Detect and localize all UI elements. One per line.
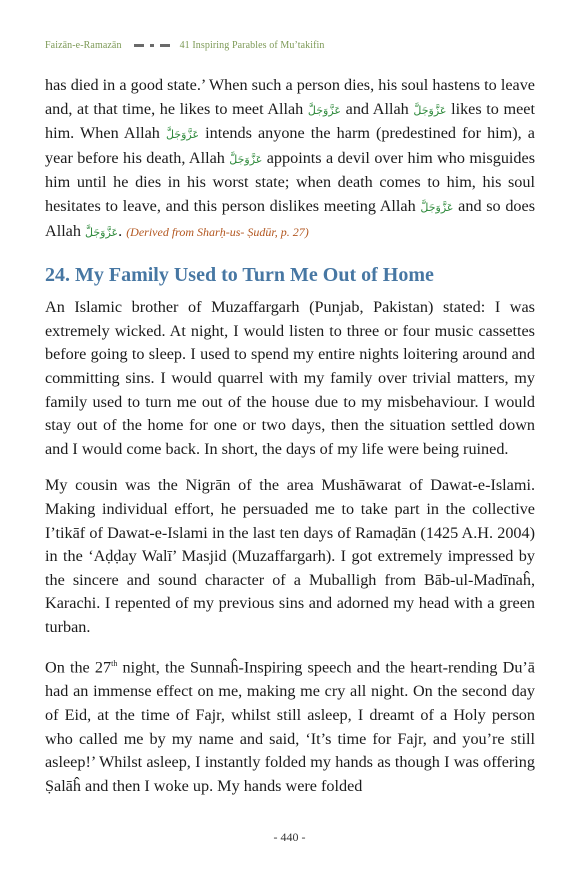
paragraph: My cousin was the Nigrān of the area Mushāwarat of Dawat-e-Islami. Making individual effort, he persuaded me to take part in the collective I’tikāf of Dawat-e-Islami in the last ten days of Ramaḍān (1425 A.H. 2004) in the ‘Aḍḍay Walī’ Masjid (Muzaffargarh). I got extremely impressed by the sincere and sound character of a Muballigh from Bāb-ul-Madīnaĥ, Karachi. I repented of my previous sins and adorned my head with a green turban. xyxy=(45,476,535,636)
separator-dot xyxy=(150,44,154,47)
header-separator xyxy=(134,44,170,47)
paragraph: An Islamic brother of Muzaffargarh (Punjab, Pakistan) stated: I was extremely wicked. At night, I would listen to three or four music cassettes before going to sleep. I used to spend my entire nights loitering around and committing sins. I would quarrel with my family over trivial matters, my family used to turn me out of the house due to my misbehaviour. I would stay out of the home for one or two days, then the situation settled down and I would come back. In short, the days of my life were being ruined. xyxy=(45,298,535,458)
honorific-text: عَزَّوَجَلَّ xyxy=(420,200,454,214)
separator-dash xyxy=(134,44,144,47)
honorific-text: عَزَّوَجَلَّ xyxy=(307,103,341,117)
ordinal-suffix: th xyxy=(111,659,118,669)
running-header xyxy=(45,40,325,51)
separator-dash xyxy=(160,44,170,47)
book-title: Faizān-e-Ramazān xyxy=(45,40,122,51)
text-run: On the 27 xyxy=(45,658,112,677)
text-run: . xyxy=(118,221,127,240)
citation: (Derived from Sharḥ-us- Ṣudūr, p. 27) xyxy=(126,224,309,239)
page-body xyxy=(45,74,535,811)
honorific-text: عَزَّوَجَلَّ xyxy=(413,103,447,117)
chapter-title: 41 Inspiring Parables of Mu’takifin xyxy=(179,40,325,51)
text-run: likes to meet him. When Allah xyxy=(45,99,535,143)
text-run: and so does Allah xyxy=(45,196,535,240)
honorific-text: عَزَّوَجَلَّ xyxy=(229,152,263,166)
text-run: intends anyone the harm (predestined for him), a year before his death, Allah xyxy=(45,124,535,167)
text-run: night, the Sunnaĥ-Inspiring speech and the heart-rending Du’ā had an immense effect on me, making me cry all night. On the second day of Eid, at the time of Fajr, whilst still asleep, I dreamt of a Holy person who called me by my name and said, ‘It’s time for Fajr, and you’re still asleep!’ Whilst asleep, I instantly folded my hands as though I was offering Ṣalāĥ and then I woke up. My hands were folded xyxy=(45,658,535,795)
page-number: - 440 - xyxy=(273,830,306,844)
paragraph-continued xyxy=(45,74,535,244)
text-run: has died in a good state.’ When such a person dies, his soul hastens to leave and, at that time, he likes to meet Allah xyxy=(45,76,535,118)
text-run: and Allah xyxy=(341,99,414,118)
text-run: appoints a devil over him who misguides him until he dies in his worst state; when death comes to him, his soul hesitates to leave, and this person dislikes meeting Allah xyxy=(45,148,535,215)
section-heading: 24. My Family Used to Turn Me Out of Home xyxy=(45,264,434,287)
honorific-text: عَزَّوَجَلَّ xyxy=(165,128,200,142)
honorific-text: عَزَّوَجَلَّ xyxy=(85,225,119,239)
paragraph xyxy=(45,652,535,798)
